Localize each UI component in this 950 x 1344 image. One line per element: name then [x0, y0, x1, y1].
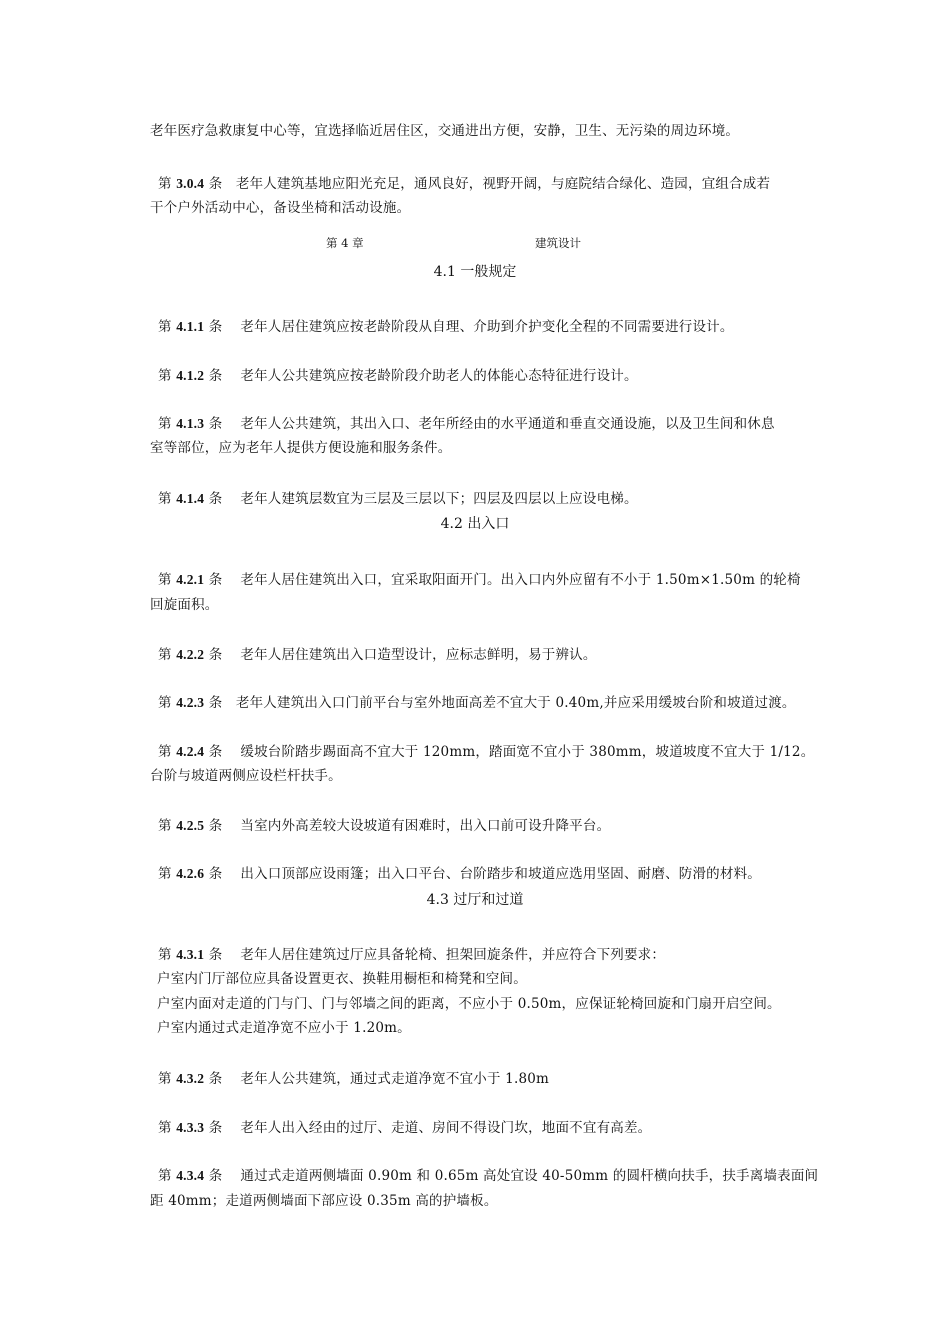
- chapter-title: 建筑设计: [535, 236, 581, 250]
- article-4-3-2: 第 4.3.2 条 老年人公共建筑，通过式走道净宽不宜小于 1.80m: [158, 1071, 550, 1087]
- intro-line: 老年医疗急救康复中心等，宜选择临近居住区，交通进出方便，安静，卫生、无污染的周边环境。: [150, 123, 740, 139]
- article-4-3-1-item2: 户室内面对走道的门与门、门与邻墙之间的距离，不应小于 0.50m，应保证轮椅回旋和门扇开启空间。: [157, 996, 781, 1012]
- article-4-1-2: 第 4.1.2 条 老年人公共建筑应按老龄阶段介助老人的体能心态特征进行设计。: [158, 368, 638, 384]
- article-4-3-1-item1: 户室内门厅部位应具备设置更衣、换鞋用橱柜和椅凳和空间。: [157, 971, 527, 987]
- article-4-1-1: 第 4.1.1 条 老年人居住建筑应按老龄阶段从自理、介助到介护变化全程的不同需要进行设计。: [158, 319, 734, 335]
- article-4-2-3: 第 4.2.3 条 老年人建筑出入口门前平台与室外地面高差不宜大于 0.40m,并应采用缓坡台阶和坡道过渡。: [158, 695, 796, 711]
- chapter-number: 第 4 章: [326, 236, 364, 250]
- article-4-2-5: 第 4.2.5 条 当室内外高差较大设坡道有困难时，出入口前可设升降平台。: [158, 818, 611, 834]
- article-4-1-4: 第 4.1.4 条 老年人建筑层数宜为三层及三层以下；四层及四层以上应设电梯。: [158, 491, 638, 507]
- section-heading-4-3: 4.3 过厅和过道: [426, 892, 524, 908]
- section-heading-4-1: 4.1 一般规定: [433, 264, 517, 280]
- section-heading-4-2: 4.2 出入口: [440, 516, 510, 532]
- article-4-3-1-item3: 户室内通过式走道净宽不应小于 1.20m。: [157, 1020, 411, 1036]
- article-4-2-1-line1: 第 4.2.1 条 老年人居住建筑出入口，宜采取阳面开门。出入口内外应留有不小于 1.50m×1.50m 的轮椅: [158, 572, 801, 588]
- article-4-3-3: 第 4.3.3 条 老年人出入经由的过厅、走道、房间不得设门坎，地面不宜有高差。: [158, 1120, 652, 1136]
- article-4-3-1-line1: 第 4.3.1 条 老年人居住建筑过厅应具备轮椅、担架回旋条件，并应符合下列要求：: [158, 947, 666, 963]
- article-4-2-6: 第 4.2.6 条 出入口顶部应设雨篷；出入口平台、台阶踏步和坡道应选用坚固、耐磨、防滑的材料。: [158, 866, 761, 882]
- article-4-3-4-line2: 距 40mm；走道两侧墙面下部应设 0.35m 高的护墙板。: [150, 1193, 498, 1209]
- article-4-3-4-line1: 第 4.3.4 条 通过式走道两侧墙面 0.90m 和 0.65m 高处宜设 40-50mm 的圆杆横向扶手，扶手离墙表面间: [158, 1168, 819, 1184]
- article-3-0-4-line1: 第 3.0.4 条 老年人建筑基地应阳光充足，通风良好，视野开阔，与庭院结合绿化、造园，宜组合成若: [158, 176, 771, 192]
- article-4-1-3-line2: 室等部位，应为老年人提供方便设施和服务条件。: [150, 440, 452, 456]
- article-4-2-1-line2: 回旋面积。: [150, 597, 219, 613]
- article-4-2-2: 第 4.2.2 条 老年人居住建筑出入口造型设计，应标志鲜明，易于辨认。: [158, 647, 597, 663]
- article-4-1-3-line1: 第 4.1.3 条 老年人公共建筑，其出入口、老年所经由的水平通道和垂直交通设施，以及卫生间和休息: [158, 416, 775, 432]
- article-4-2-4-line1: 第 4.2.4 条 缓坡台阶踏步踢面高不宜大于 120mm，踏面宽不宜小于 380mm，坡道坡度不宜大于 1/12。: [158, 744, 815, 760]
- article-4-2-4-line2: 台阶与坡道两侧应设栏杆扶手。: [150, 768, 342, 784]
- article-3-0-4-line2: 干个户外活动中心，备设坐椅和活动设施。: [150, 200, 411, 216]
